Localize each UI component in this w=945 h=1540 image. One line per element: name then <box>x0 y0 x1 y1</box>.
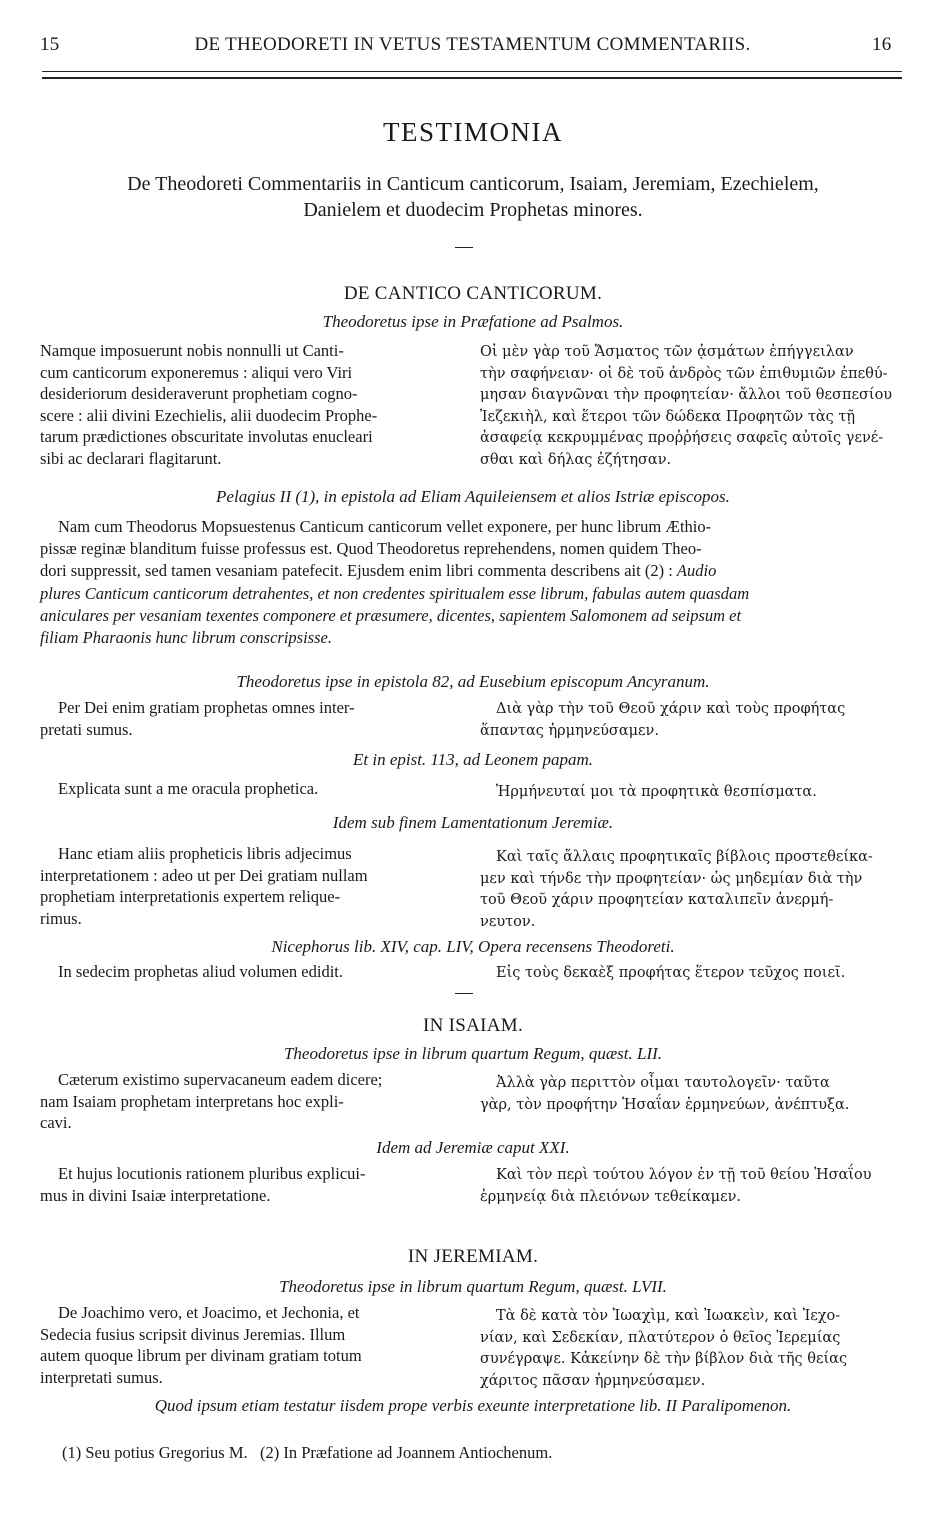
text-line: pretati sumus. <box>40 719 133 739</box>
text-line: συνέγραψε. Κἀκείνην δὲ τὴν βίβλον διὰ τῆς θείας <box>480 1351 848 1368</box>
page-number-left: 15 <box>40 34 60 55</box>
text-line: mus in divini Isaiæ interpretatione. <box>40 1185 271 1205</box>
latin-column <box>40 340 456 470</box>
text-line: aniculares per vesaniam texentes componere et præsumere, dicentes, sapientem Salomonem ad seipsum et <box>40 605 742 625</box>
text-line: γὰρ, τὸν προφήτην Ἡσαΐαν ἑρμηνεύων, ἀνέπτυξα. <box>480 1096 850 1113</box>
text-line: Καὶ τὸν περὶ τούτου λόγον ἐν τῇ τοῦ θείου Ἡσαΐου <box>496 1167 872 1183</box>
text-line: νίαν, καὶ Σεδεκίαν, πλατύτερον ὁ θεῖος Ἱερεμίας <box>480 1329 841 1346</box>
text-line: De Joachimo vero, et Joacimo, et Jechonia, et <box>58 1303 360 1322</box>
greek-column <box>480 699 898 742</box>
section-heading-jeremiam: IN JEREMIAM. <box>407 1246 539 1267</box>
text-line: rimus. <box>40 908 82 928</box>
source-citation: Theodoretus ipse in librum quartum Regum, quæst. LII. <box>283 1044 663 1063</box>
text-line: plures Canticum canticorum detrahentes, et non credentes spiritualem esse librum, fabulas autem quasdam <box>40 583 750 603</box>
text-line: ἅπαντας ἡρμηνεύσαμεν. <box>480 722 659 739</box>
text-line: Τὰ δὲ κατὰ τὸν Ἰωαχὶμ, καὶ Ἰωακεὶν, καὶ Ἰεχο- <box>496 1308 841 1324</box>
text-line: Hanc etiam aliis propheticis libris adjecimus <box>58 844 352 863</box>
running-title: DE THEODORETI IN VETUS TESTAMENTUM COMMENTARIIS. <box>194 34 751 55</box>
section-heading-isaiam: IN ISAIAM. <box>422 1015 524 1036</box>
text-line: filiam Pharaonis hunc librum conscripsisse. <box>40 628 332 648</box>
pelagius-paragraph <box>40 516 898 649</box>
latin-column <box>40 697 456 740</box>
text-line: Nam cum Theodorus Mopsuestenus Canticum canticorum vellet exponere, per hunc librum Æthio- <box>58 517 712 536</box>
text-line: τοῦ Θεοῦ χάριν προφητείαν καταλιπεῖν ἀνερμή- <box>480 892 834 909</box>
text-line: Οἱ μὲν γὰρ τοῦ Ἄσματος τῶν ᾀσμάτων ἐπήγγειλαν <box>480 344 854 360</box>
text-line: prophetiam interpretationis expertem relique- <box>40 887 341 907</box>
latin-column <box>40 843 456 929</box>
subtitle-line-2: Danielem et duodecim Prophetas minores. <box>303 199 643 221</box>
greek-column <box>480 1073 898 1116</box>
text-line: nam Isaiam prophetam interpretans hoc expli- <box>40 1091 344 1111</box>
text-line: scere : alii divini Ezechielis, alii duodecim Prophe- <box>40 405 378 425</box>
greek-column <box>480 1165 898 1208</box>
text-line: In sedecim prophetas aliud volumen edidit. <box>58 962 344 981</box>
greek-column <box>480 1306 898 1392</box>
text-line: desideriorum desideraverunt prophetiam cogno- <box>40 384 358 404</box>
section-heading-canticum: DE CANTICO CANTICORUM. <box>343 283 603 304</box>
text-line: dori suppressit, sed tamen vesaniam patefecit. Ejusdem enim libri commenta describens ait (2) : <box>40 561 673 581</box>
source-citation: Pelagius II (1), in epistola ad Eliam Aquileiensem et alios Istriæ episcopos. <box>216 487 730 506</box>
source-citation: Theodoretus ipse in Præfatione ad Psalmos. <box>322 312 624 331</box>
text-line: Ἀλλὰ γὰρ περιττὸν οἶμαι ταυτολογεῖν· ταῦτα <box>496 1075 830 1091</box>
separator-dash <box>455 247 473 248</box>
text-line: autem quoque librum per divinam gratiam totum <box>40 1346 362 1366</box>
text-line: μεν καὶ τήνδε τὴν προφητείαν· ὡς μηδεμίαν διὰ τὴν <box>480 870 863 887</box>
footnotes: (1) Seu potius Gregorius M. (2) In Præfatione ad Joannem Antiochenum. <box>62 1443 553 1462</box>
text-line: ἀσαφείᾳ κεκρυμμένας προῤῥήσεις σαφεῖς αὐτοῖς γενέ- <box>480 430 884 447</box>
greek-column <box>480 782 898 804</box>
text-line <box>40 560 898 582</box>
source-citation: Idem ad Jeremiæ caput XXI. <box>376 1138 570 1157</box>
text-line: tarum prædictiones obscuritate involutas enucleari <box>40 427 373 447</box>
text-line: Ἡρμήνευταί μοι τὰ προφητικὰ θεσπίσματα. <box>496 784 817 800</box>
header-rule <box>42 71 902 72</box>
text-line: Namque imposuerunt nobis nonnulli ut Canti- <box>40 341 344 360</box>
text-line: interpretationem : adeo ut per Dei gratiam nullam <box>40 865 368 885</box>
text-line: Sedecia fusius scripsit divinus Jeremias. Illum <box>40 1324 346 1344</box>
latin-column <box>40 1069 456 1134</box>
text-line: pissæ reginæ blanditum fuisse professus est. Quod Theodoretus reprehendens, nomen quidem Theo- <box>40 539 702 559</box>
text-line: Διὰ γὰρ τὴν τοῦ Θεοῦ χάριν καὶ τοὺς προφήτας <box>496 701 846 717</box>
latin-column <box>40 961 456 983</box>
text-line: Explicata sunt a me oracula prophetica. <box>58 779 319 798</box>
text-line: sibi ac declarari flagitarunt. <box>40 448 222 468</box>
text-line: νευτον. <box>480 913 536 930</box>
text-line: cum canticorum exponeremus : aliqui vero Viri <box>40 362 353 382</box>
text-line: interpretati sumus. <box>40 1367 163 1387</box>
quoted-word: Audio <box>676 561 717 581</box>
source-citation: Theodoretus ipse in librum quartum Regum, quæst. LVII. <box>279 1277 667 1296</box>
text-line: Καὶ ταῖς ἄλλαις προφητικαῖς βίβλοις προστεθείκα- <box>496 849 873 865</box>
text-line: χάριτος πᾶσαν ἡρμηνεύσαμεν. <box>480 1372 706 1389</box>
text-line: ἑρμηνείᾳ διὰ πλειόνων τεθείκαμεν. <box>480 1188 742 1205</box>
text-line: Et hujus locutionis rationem pluribus explicui- <box>58 1164 366 1183</box>
source-citation: Idem sub finem Lamentationum Jeremiæ. <box>332 813 614 832</box>
source-citation: Nicephorus lib. XIV, cap. LIV, Opera recensens Theodoreti. <box>271 937 675 956</box>
header-rule-thick <box>42 77 902 79</box>
latin-column <box>40 1163 456 1206</box>
text-line: μησαν διαγνῶναι τὴν προφητείαν· ἄλλοι τοῦ θεσπεσίου <box>480 387 893 404</box>
greek-column <box>480 847 898 933</box>
text-line: Per Dei enim gratiam prophetas omnes inter- <box>58 698 355 717</box>
separator-dash <box>455 993 473 994</box>
text-line: σθαι καὶ δήλας ἐζήτησαν. <box>480 451 672 468</box>
text-line: cavi. <box>40 1113 72 1133</box>
page-number-right: 16 <box>872 34 892 55</box>
latin-column <box>40 1302 456 1388</box>
text-line: Εἰς τοὺς δεκαὲξ προφήτας ἕτερον τεῦχος ποιεῖ. <box>496 965 846 981</box>
latin-column <box>40 778 456 800</box>
text-line: Ἰεζεκιὴλ, καὶ ἕτεροι τῶν δώδεκα Προφητῶν τὰς τῇ <box>480 408 856 425</box>
source-citation: Quod ipsum etiam testatur iisdem prope verbis exeunte interpretatione lib. II Paralipomenon. <box>154 1396 792 1415</box>
greek-column <box>480 963 898 985</box>
subtitle-line-1: De Theodoreti Commentariis in Canticum canticorum, Isaiam, Jeremiam, Ezechielem, <box>127 173 819 195</box>
source-citation: Et in epist. 113, ad Leonem papam. <box>352 750 594 769</box>
text-line: Cæterum existimo supervacaneum eadem dicere; <box>58 1070 383 1089</box>
source-citation: Theodoretus ipse in epistola 82, ad Eusebium episcopum Ancyranum. <box>236 672 710 691</box>
greek-column <box>480 342 898 472</box>
page-title: TESTIMONIA <box>383 117 563 147</box>
text-line: τὴν σαφήνειαν· οἱ δὲ τοῦ ἀνδρὸς τῶν ἐπιθυμιῶν ἐπεθύ- <box>480 365 888 382</box>
